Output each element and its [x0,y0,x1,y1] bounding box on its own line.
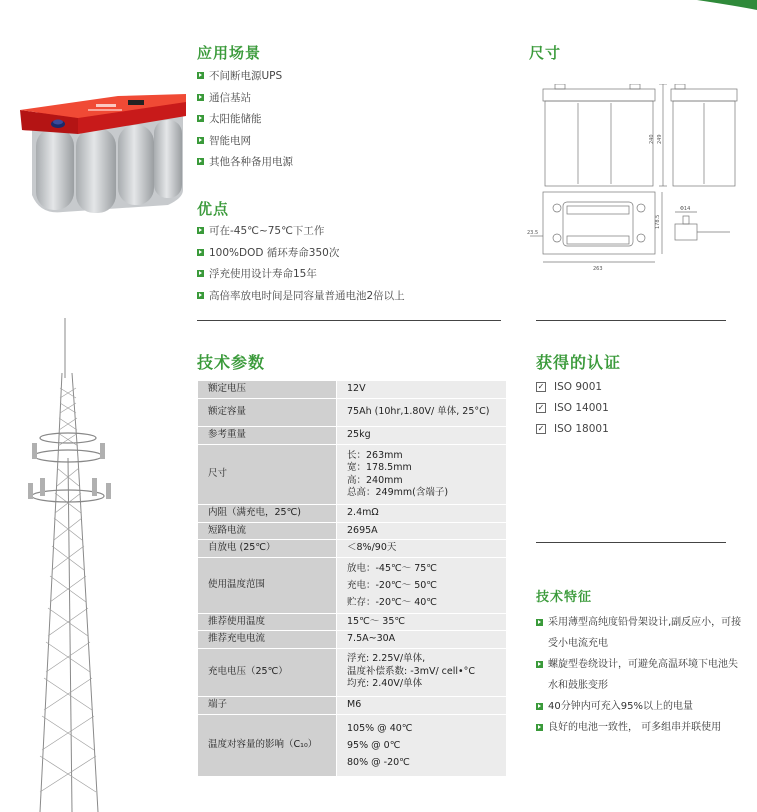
telecom-tower-illustration [20,318,140,812]
corner-decoration [697,0,757,14]
table-row [198,381,507,399]
table-row [198,696,507,714]
certifications-title: 获得的认证 [536,353,622,372]
bullet-icon [536,703,543,710]
list-item: 通信基站 [197,91,497,113]
checkbox-icon: ✓ [537,382,545,391]
spec-value [337,613,507,631]
spec-key: 参考重量 [198,427,337,445]
spec-key: 短路电流 [198,522,337,540]
table-row [198,505,507,523]
list-item: 螺旋型卷绕设计，可避免高温环境下电池失水和鼓胀变形 [536,654,744,696]
spec-key: 自放电 (25℃） [198,540,337,558]
spec-value-line: 放电：-45℃～ 75℃ [347,562,437,574]
spec-key: 端子 [198,696,337,714]
spec-value-line: 总高：249mm(含端子) [347,487,449,498]
divider [536,320,726,321]
list-item: 浮充使用设计寿命15年 [197,267,497,289]
list-item: 高倍率放电时间是同容量普通电池2倍以上 [197,289,497,311]
list-item: ✓ ISO 14001 [537,402,609,414]
spec-table [197,380,507,777]
bullet-icon [536,619,543,626]
spec-key: 使用温度范围 [198,557,337,613]
spec-value-line: 充电：-20℃～ 50℃ [347,579,437,591]
divider [197,320,501,321]
advantages-title: 优点 [197,200,230,218]
features-list [536,612,744,738]
dimension-label: Φ14 [680,206,691,212]
list-item: 良好的电池一致性， 可多组串并联使用 [536,717,744,738]
spec-value-line: 2.4mΩ [347,507,379,518]
table-row [198,522,507,540]
checkbox-icon: ✓ [537,424,545,433]
spec-key: 内阻（满充电，25℃) [198,505,337,523]
dimension-label: 263 [593,266,603,272]
dimensions-title: 尺寸 [529,44,562,62]
certifications-list [536,380,609,443]
advantages-list [197,224,497,310]
spec-value-line: 7.5A~30A [347,633,396,644]
spec-value [337,714,507,776]
spec-value-line: 95% @ 0℃ [347,739,401,751]
checkbox-icon: ✓ [537,403,545,412]
dimension-drawing [525,84,750,274]
spec-value [337,427,507,445]
table-row [198,714,507,776]
spec-value [337,631,507,649]
spec-value-line: 80% @ -20℃ [347,756,410,768]
bullet-icon [197,94,204,101]
dimension-label: 178.5 [655,214,661,229]
bullet-icon [197,137,204,144]
bullet-icon [197,270,204,277]
spec-value-line: 宽：178.5mm [347,462,412,473]
spec-value-line: M6 [347,698,362,710]
spec-key: 额定电压 [198,381,337,399]
list-item: 40分钟内可充入95%以上的电量 [536,696,744,717]
table-row [198,399,507,427]
spec-value-line: 温度补偿系数: -3mV/ cell•°C [347,665,475,677]
list-item: 可在-45℃~75℃下工作 [197,224,497,246]
bullet-icon [197,158,204,165]
features-title: 技术特征 [536,590,593,605]
list-item: 100%DOD 循环寿命350次 [197,246,497,268]
spec-value-line: 75Ah (10hr,1.80V/ 单体, 25°C) [347,406,490,418]
dimension-label: 23.5 [527,230,539,236]
spec-value-line: 长：263mm [347,449,403,461]
table-row [198,631,507,649]
spec-key: 推荐使用温度 [198,613,337,631]
bullet-icon [197,292,204,299]
spec-key: 充电电压（25℃） [198,648,337,696]
bullet-icon [197,115,204,122]
list-item: ✓ ISO 18001 [537,423,609,435]
spec-value-line: 高：240mm [347,474,403,486]
list-item: 太阳能储能 [197,112,497,134]
bullet-icon [197,72,204,79]
spec-value-line: 浮充: 2.25V/单体, [347,653,426,665]
spec-value-line: 均充: 2.40V/单体 [347,678,423,690]
list-item: 其他各种备用电源 [197,155,497,177]
spec-value [337,540,507,558]
bullet-icon [536,661,543,668]
table-row [198,613,507,631]
bullet-icon [197,227,204,234]
list-item: 采用薄型高纯度铅骨架设计,副反应小，可接受小电流充电 [536,612,744,654]
tech-params-title: 技术参数 [197,353,266,372]
dimension-label: 240 [649,134,655,144]
spec-value [337,648,507,696]
bullet-icon [197,249,204,256]
table-row [198,427,507,445]
spec-value-line: 105% @ 40℃ [347,722,413,734]
dimension-label: 249 [657,134,663,144]
spec-value-line: 2695A [347,524,378,536]
list-item: 智能电网 [197,134,497,156]
spec-value [337,522,507,540]
applications-title: 应用场景 [197,44,262,62]
table-row [198,540,507,558]
spec-key: 尺寸 [198,445,337,505]
table-row [198,557,507,613]
spec-value-line: ＜8%/90天 [347,542,397,553]
spec-value-line: 25kg [347,429,371,441]
table-row [198,445,507,505]
list-item: 不间断电源UPS [197,69,497,91]
spec-value-line: 15℃～ 35℃ [347,615,406,627]
battery-product-image [18,80,188,225]
spec-value [337,399,507,427]
spec-key: 额定容量 [198,399,337,427]
spec-key: 推荐充电电流 [198,631,337,649]
spec-value [337,505,507,523]
spec-value-line: 贮存：-20℃～ 40℃ [347,596,437,608]
bullet-icon [536,724,543,731]
applications-list [197,69,497,177]
list-item: ✓ ISO 9001 [537,381,603,393]
divider [536,542,726,543]
spec-key: 温度对容量的影响（C₁₀） [198,714,337,776]
spec-value [337,445,507,505]
table-row [198,648,507,696]
spec-value [337,696,507,714]
spec-value-line: 12V [347,383,366,395]
spec-value [337,557,507,613]
spec-value [337,381,507,399]
